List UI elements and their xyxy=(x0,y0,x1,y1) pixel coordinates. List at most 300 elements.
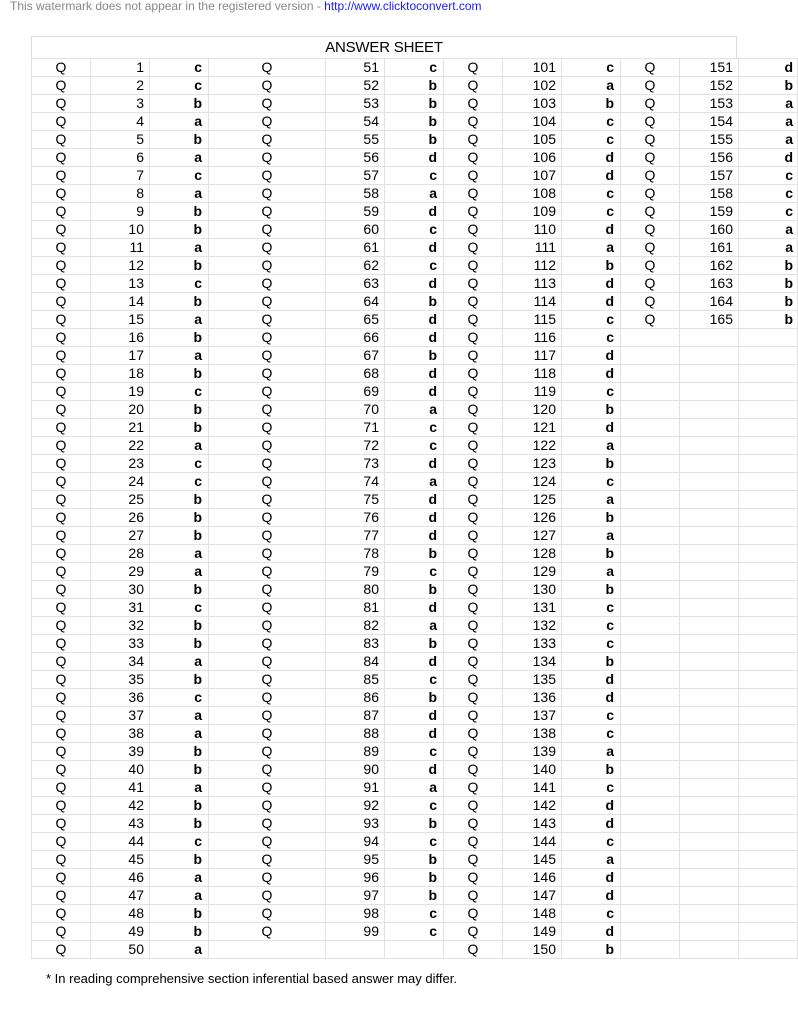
question-number: 136 xyxy=(503,689,562,707)
question-label: Q xyxy=(444,887,503,905)
answer-key: d xyxy=(562,221,621,239)
question-label: Q xyxy=(209,725,326,743)
answer-key: b xyxy=(385,635,444,653)
question-label: Q xyxy=(444,383,503,401)
question-number xyxy=(326,941,385,959)
answer-key: a xyxy=(562,437,621,455)
question-number: 123 xyxy=(503,455,562,473)
question-number xyxy=(680,527,739,545)
answer-key: c xyxy=(385,671,444,689)
question-number: 138 xyxy=(503,725,562,743)
question-number: 94 xyxy=(326,833,385,851)
question-number: 157 xyxy=(680,167,739,185)
question-number: 46 xyxy=(91,869,150,887)
answer-row xyxy=(32,851,798,869)
question-label: Q xyxy=(444,95,503,113)
answer-key: d xyxy=(385,653,444,671)
answer-row xyxy=(32,725,798,743)
question-number: 82 xyxy=(326,617,385,635)
question-label: Q xyxy=(209,599,326,617)
answer-key: c xyxy=(562,203,621,221)
question-label: Q xyxy=(444,797,503,815)
question-label: Q xyxy=(621,113,680,131)
question-label: Q xyxy=(32,905,91,923)
answer-key: b xyxy=(150,635,209,653)
question-number: 130 xyxy=(503,581,562,599)
question-label: Q xyxy=(621,239,680,257)
question-number: 149 xyxy=(503,923,562,941)
question-label: Q xyxy=(444,761,503,779)
answer-row xyxy=(32,779,798,797)
question-number: 79 xyxy=(326,563,385,581)
answer-row xyxy=(32,383,798,401)
answer-row xyxy=(32,113,798,131)
question-number: 8 xyxy=(91,185,150,203)
question-label: Q xyxy=(444,257,503,275)
question-number: 114 xyxy=(503,293,562,311)
question-label: Q xyxy=(32,401,91,419)
question-number: 165 xyxy=(680,311,739,329)
answer-key xyxy=(739,563,798,581)
answer-row xyxy=(32,743,798,761)
question-number: 153 xyxy=(680,95,739,113)
question-number: 64 xyxy=(326,293,385,311)
question-number xyxy=(680,401,739,419)
question-label: Q xyxy=(444,311,503,329)
question-label: Q xyxy=(444,599,503,617)
answer-row xyxy=(32,545,798,563)
question-number: 21 xyxy=(91,419,150,437)
question-number xyxy=(680,473,739,491)
question-label: Q xyxy=(444,671,503,689)
answer-key: b xyxy=(385,347,444,365)
question-label: Q xyxy=(32,437,91,455)
question-number: 30 xyxy=(91,581,150,599)
answer-row xyxy=(32,347,798,365)
question-number xyxy=(680,869,739,887)
answer-key xyxy=(739,833,798,851)
answer-key xyxy=(739,725,798,743)
question-label: Q xyxy=(209,365,326,383)
question-label: Q xyxy=(209,59,326,77)
question-label xyxy=(621,869,680,887)
answer-key: a xyxy=(562,239,621,257)
question-number: 95 xyxy=(326,851,385,869)
question-number: 7 xyxy=(91,167,150,185)
answer-key: d xyxy=(385,203,444,221)
question-label: Q xyxy=(32,221,91,239)
question-number: 109 xyxy=(503,203,562,221)
question-label: Q xyxy=(209,239,326,257)
question-label xyxy=(621,887,680,905)
answer-key: d xyxy=(562,293,621,311)
question-number: 85 xyxy=(326,671,385,689)
question-number: 139 xyxy=(503,743,562,761)
answer-key: c xyxy=(562,707,621,725)
question-label xyxy=(621,905,680,923)
answer-key: d xyxy=(562,923,621,941)
question-number: 81 xyxy=(326,599,385,617)
question-number: 98 xyxy=(326,905,385,923)
question-number: 37 xyxy=(91,707,150,725)
answer-key: c xyxy=(150,455,209,473)
question-label: Q xyxy=(209,851,326,869)
question-number: 121 xyxy=(503,419,562,437)
answer-key xyxy=(739,617,798,635)
answer-key: c xyxy=(385,923,444,941)
answer-key: d xyxy=(385,761,444,779)
question-label: Q xyxy=(32,275,91,293)
question-number: 84 xyxy=(326,653,385,671)
question-label: Q xyxy=(209,455,326,473)
question-label: Q xyxy=(209,311,326,329)
question-label xyxy=(621,653,680,671)
answer-key: a xyxy=(150,941,209,959)
answer-key: b xyxy=(150,797,209,815)
question-label: Q xyxy=(621,131,680,149)
question-number: 44 xyxy=(91,833,150,851)
answer-row xyxy=(32,455,798,473)
answer-key: d xyxy=(385,329,444,347)
answer-key: d xyxy=(562,797,621,815)
question-number: 78 xyxy=(326,545,385,563)
question-number: 86 xyxy=(326,689,385,707)
answer-key: a xyxy=(150,437,209,455)
question-number xyxy=(680,617,739,635)
question-number: 18 xyxy=(91,365,150,383)
question-number: 51 xyxy=(326,59,385,77)
answer-row xyxy=(32,599,798,617)
answer-row xyxy=(32,509,798,527)
answer-key: a xyxy=(150,887,209,905)
answer-key: b xyxy=(562,401,621,419)
answer-key: c xyxy=(562,383,621,401)
question-number: 103 xyxy=(503,95,562,113)
answer-key: d xyxy=(385,527,444,545)
answer-key: a xyxy=(739,239,798,257)
question-label: Q xyxy=(209,509,326,527)
question-number: 158 xyxy=(680,185,739,203)
question-label: Q xyxy=(444,113,503,131)
question-label xyxy=(621,563,680,581)
answer-key: b xyxy=(150,509,209,527)
answer-row xyxy=(32,617,798,635)
question-label: Q xyxy=(32,113,91,131)
question-label xyxy=(621,833,680,851)
question-number: 113 xyxy=(503,275,562,293)
answer-key: b xyxy=(150,851,209,869)
question-label: Q xyxy=(32,365,91,383)
answer-key: c xyxy=(150,833,209,851)
answer-row xyxy=(32,185,798,203)
question-number: 72 xyxy=(326,437,385,455)
answer-row xyxy=(32,581,798,599)
answer-key: a xyxy=(385,185,444,203)
question-number: 120 xyxy=(503,401,562,419)
question-number: 164 xyxy=(680,293,739,311)
question-label: Q xyxy=(209,887,326,905)
question-number: 22 xyxy=(91,437,150,455)
answer-key: a xyxy=(150,239,209,257)
answer-key xyxy=(739,905,798,923)
question-number: 101 xyxy=(503,59,562,77)
question-label: Q xyxy=(444,59,503,77)
answer-key: d xyxy=(385,383,444,401)
question-number xyxy=(680,599,739,617)
question-number xyxy=(680,671,739,689)
question-number: 128 xyxy=(503,545,562,563)
answer-key: b xyxy=(150,401,209,419)
answer-key: c xyxy=(385,59,444,77)
question-label xyxy=(621,365,680,383)
question-label: Q xyxy=(209,833,326,851)
question-label: Q xyxy=(209,671,326,689)
question-number xyxy=(680,851,739,869)
question-number: 45 xyxy=(91,851,150,869)
question-label: Q xyxy=(32,347,91,365)
question-label: Q xyxy=(444,581,503,599)
answer-key: b xyxy=(150,365,209,383)
question-label: Q xyxy=(444,149,503,167)
answer-row xyxy=(32,905,798,923)
question-label: Q xyxy=(444,293,503,311)
question-number: 115 xyxy=(503,311,562,329)
question-label: Q xyxy=(444,221,503,239)
question-number: 28 xyxy=(91,545,150,563)
answer-key: a xyxy=(562,527,621,545)
answer-key: c xyxy=(562,311,621,329)
question-label: Q xyxy=(621,203,680,221)
question-label xyxy=(621,383,680,401)
answer-row xyxy=(32,815,798,833)
question-label: Q xyxy=(444,923,503,941)
question-number: 140 xyxy=(503,761,562,779)
answer-key: a xyxy=(150,545,209,563)
question-number xyxy=(680,779,739,797)
question-label xyxy=(621,455,680,473)
question-label xyxy=(621,437,680,455)
question-number: 69 xyxy=(326,383,385,401)
answer-key xyxy=(739,743,798,761)
answer-key xyxy=(739,455,798,473)
question-label: Q xyxy=(209,617,326,635)
question-label: Q xyxy=(32,545,91,563)
question-label: Q xyxy=(209,653,326,671)
question-number: 151 xyxy=(680,59,739,77)
answer-key: b xyxy=(150,671,209,689)
answer-key: d xyxy=(739,59,798,77)
answer-key: b xyxy=(150,923,209,941)
answer-key xyxy=(739,671,798,689)
answer-table xyxy=(31,58,798,959)
question-number: 104 xyxy=(503,113,562,131)
answer-key: a xyxy=(150,149,209,167)
answer-key: b xyxy=(150,761,209,779)
question-number xyxy=(680,923,739,941)
question-label xyxy=(621,779,680,797)
question-number: 4 xyxy=(91,113,150,131)
answer-key: d xyxy=(562,815,621,833)
answer-key: b xyxy=(739,257,798,275)
answer-row xyxy=(32,707,798,725)
answer-row xyxy=(32,221,798,239)
answer-row xyxy=(32,293,798,311)
question-number: 55 xyxy=(326,131,385,149)
question-number: 20 xyxy=(91,401,150,419)
answer-row xyxy=(32,923,798,941)
question-number: 112 xyxy=(503,257,562,275)
answer-key: b xyxy=(562,509,621,527)
answer-key: a xyxy=(150,707,209,725)
answer-key: c xyxy=(385,797,444,815)
answer-key: b xyxy=(150,905,209,923)
question-label: Q xyxy=(444,185,503,203)
answer-row xyxy=(32,329,798,347)
answer-key: b xyxy=(150,743,209,761)
answer-row xyxy=(32,95,798,113)
question-number: 160 xyxy=(680,221,739,239)
question-label xyxy=(621,491,680,509)
question-label: Q xyxy=(209,185,326,203)
question-number: 129 xyxy=(503,563,562,581)
question-number: 62 xyxy=(326,257,385,275)
question-number: 35 xyxy=(91,671,150,689)
answer-key: a xyxy=(562,563,621,581)
question-label: Q xyxy=(444,239,503,257)
question-number: 34 xyxy=(91,653,150,671)
answer-key: a xyxy=(150,311,209,329)
answer-key xyxy=(739,401,798,419)
answer-key: b xyxy=(150,131,209,149)
question-label: Q xyxy=(32,509,91,527)
answer-key xyxy=(739,707,798,725)
question-number: 116 xyxy=(503,329,562,347)
answer-key: d xyxy=(385,455,444,473)
question-number: 42 xyxy=(91,797,150,815)
answer-key: d xyxy=(385,725,444,743)
answer-key: b xyxy=(385,131,444,149)
question-label: Q xyxy=(444,689,503,707)
sheet-title: ANSWER SHEET xyxy=(31,36,737,58)
question-label: Q xyxy=(209,419,326,437)
question-number xyxy=(680,347,739,365)
question-label: Q xyxy=(444,869,503,887)
question-label: Q xyxy=(209,275,326,293)
question-label: Q xyxy=(209,815,326,833)
answer-key: a xyxy=(739,221,798,239)
answer-key: d xyxy=(562,167,621,185)
question-label: Q xyxy=(209,689,326,707)
answer-key: c xyxy=(385,833,444,851)
question-number: 75 xyxy=(326,491,385,509)
question-number: 52 xyxy=(326,77,385,95)
question-number xyxy=(680,563,739,581)
answer-key: b xyxy=(385,545,444,563)
question-label: Q xyxy=(209,257,326,275)
question-label: Q xyxy=(209,797,326,815)
question-number: 93 xyxy=(326,815,385,833)
question-number: 125 xyxy=(503,491,562,509)
answer-key: c xyxy=(385,419,444,437)
answer-key: c xyxy=(562,617,621,635)
question-number: 9 xyxy=(91,203,150,221)
question-label: Q xyxy=(209,203,326,221)
answer-row xyxy=(32,59,798,77)
question-label: Q xyxy=(32,761,91,779)
answer-row xyxy=(32,257,798,275)
question-number: 11 xyxy=(91,239,150,257)
question-number: 33 xyxy=(91,635,150,653)
question-number: 88 xyxy=(326,725,385,743)
question-label: Q xyxy=(621,95,680,113)
question-label: Q xyxy=(209,293,326,311)
answer-key xyxy=(739,509,798,527)
answer-key: b xyxy=(150,329,209,347)
question-number: 143 xyxy=(503,815,562,833)
answer-key: c xyxy=(562,329,621,347)
question-label: Q xyxy=(32,671,91,689)
question-label: Q xyxy=(444,779,503,797)
question-label xyxy=(621,617,680,635)
watermark-link[interactable]: http://www.clicktoconvert.com xyxy=(324,0,482,13)
question-number xyxy=(680,455,739,473)
answer-key: a xyxy=(562,851,621,869)
answer-key: c xyxy=(150,383,209,401)
answer-key xyxy=(385,941,444,959)
question-number: 137 xyxy=(503,707,562,725)
question-number: 23 xyxy=(91,455,150,473)
question-label: Q xyxy=(209,779,326,797)
question-label: Q xyxy=(444,653,503,671)
answer-key: b xyxy=(150,581,209,599)
question-label xyxy=(621,923,680,941)
question-label: Q xyxy=(621,185,680,203)
question-number xyxy=(680,635,739,653)
answer-key: c xyxy=(385,257,444,275)
question-number: 60 xyxy=(326,221,385,239)
question-label: Q xyxy=(32,689,91,707)
answer-key xyxy=(739,545,798,563)
question-label: Q xyxy=(209,869,326,887)
question-label: Q xyxy=(32,311,91,329)
question-number: 89 xyxy=(326,743,385,761)
answer-key: c xyxy=(562,59,621,77)
question-label: Q xyxy=(444,527,503,545)
question-number: 154 xyxy=(680,113,739,131)
question-label: Q xyxy=(32,779,91,797)
answer-key: c xyxy=(739,203,798,221)
question-number xyxy=(680,365,739,383)
question-number: 74 xyxy=(326,473,385,491)
question-label: Q xyxy=(209,545,326,563)
question-number: 40 xyxy=(91,761,150,779)
question-label: Q xyxy=(32,167,91,185)
answer-key xyxy=(739,347,798,365)
answer-key: c xyxy=(739,185,798,203)
question-number: 159 xyxy=(680,203,739,221)
question-number xyxy=(680,761,739,779)
answer-key: d xyxy=(562,149,621,167)
answer-key: a xyxy=(150,563,209,581)
question-label: Q xyxy=(621,59,680,77)
question-number: 135 xyxy=(503,671,562,689)
question-label: Q xyxy=(32,527,91,545)
question-label: Q xyxy=(444,347,503,365)
question-number: 36 xyxy=(91,689,150,707)
question-label: Q xyxy=(209,95,326,113)
answer-key: a xyxy=(562,77,621,95)
question-number: 77 xyxy=(326,527,385,545)
